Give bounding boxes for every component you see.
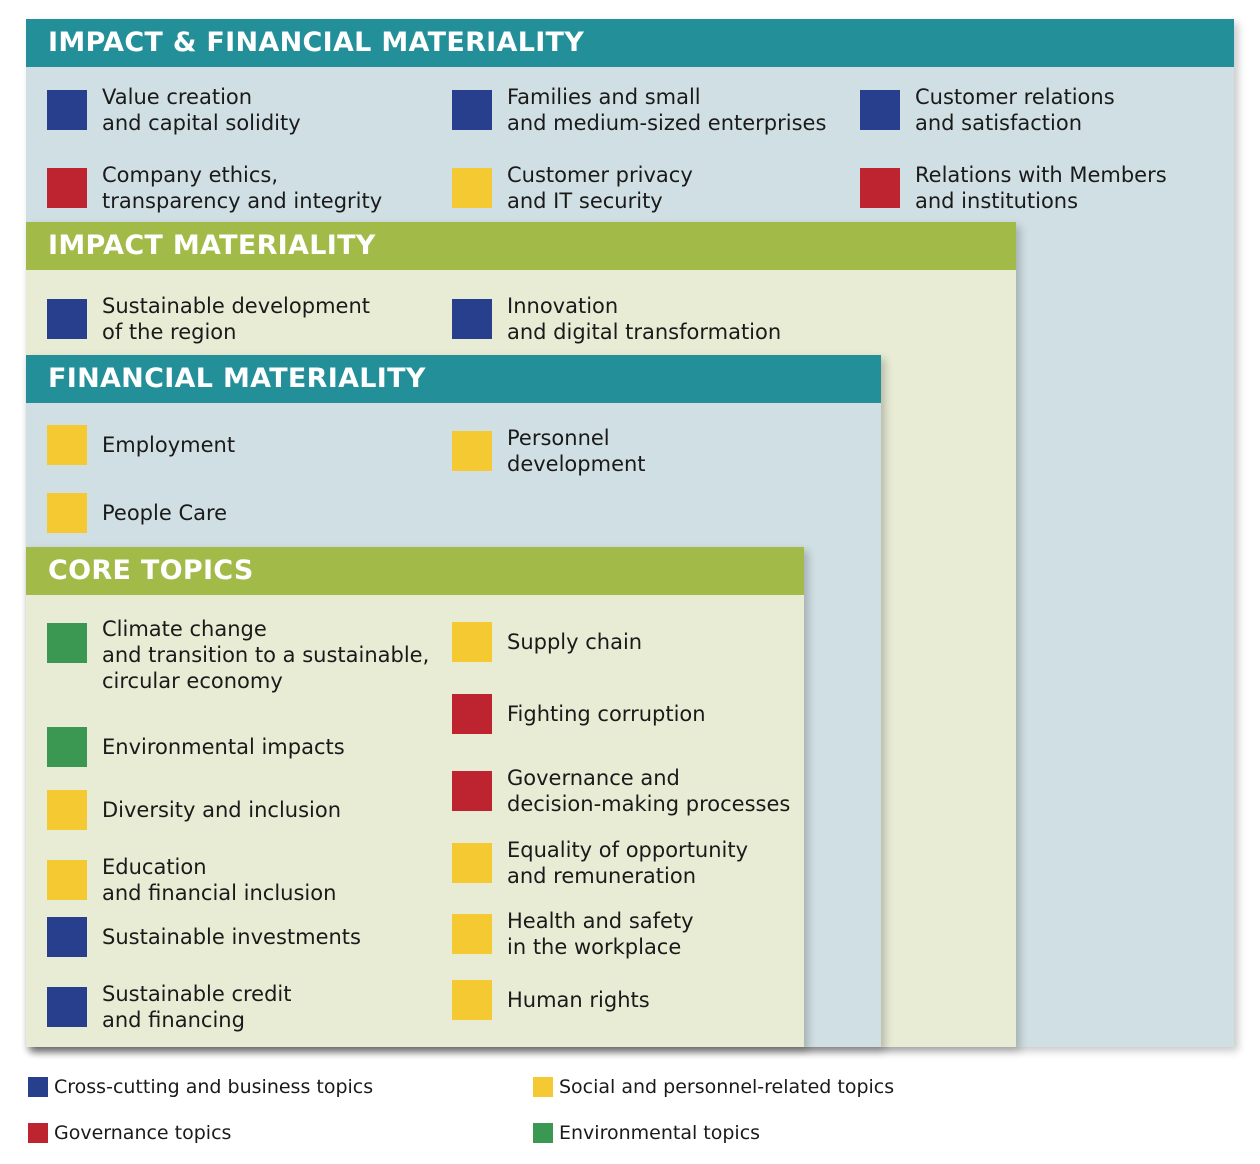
- topic-label: Customer privacy and IT security: [507, 163, 693, 213]
- governance-marker: [452, 771, 492, 811]
- topic-education-financial-inclusion: [47, 854, 336, 906]
- topic-sustainable-credit: [47, 981, 292, 1033]
- topic-people-care: [47, 493, 227, 533]
- cross-cutting-marker: [452, 90, 492, 130]
- environmental-marker: [47, 727, 87, 767]
- topic-governance-decision-making: [452, 765, 790, 817]
- topic-health-safety: [452, 908, 694, 960]
- legend-label: Cross-cutting and business topics: [54, 1076, 374, 1098]
- topic-label: Diversity and inclusion: [102, 798, 342, 822]
- topic-label: Employment: [102, 433, 236, 457]
- topic-innovation: [452, 293, 781, 345]
- topic-value-creation: [47, 84, 301, 136]
- legend-label: Social and personnel-related topics: [559, 1076, 895, 1098]
- legend-swatch: [28, 1077, 48, 1097]
- cross-cutting-marker: [860, 90, 900, 130]
- social-marker: [452, 168, 492, 208]
- social-marker: [47, 493, 87, 533]
- legend-swatch: [533, 1123, 553, 1143]
- legend-cross-cutting: [28, 1076, 373, 1098]
- topic-label: Value creation and capital solidity: [102, 85, 301, 135]
- topic-label: Relations with Members and institutions: [915, 163, 1167, 213]
- social-marker: [47, 790, 87, 830]
- topic-label: Climate change and transition to a sustainable, circular economy: [102, 617, 430, 693]
- topic-employment: [47, 425, 235, 465]
- legend-label: Environmental topics: [559, 1122, 761, 1144]
- topic-supply-chain: [452, 622, 642, 662]
- topic-label: Personnel development: [507, 426, 646, 476]
- topic-label: Sustainable investments: [102, 925, 361, 949]
- topic-label: Supply chain: [507, 630, 643, 654]
- topic-label: Equality of opportunity and remuneration: [507, 838, 749, 888]
- social-marker: [452, 622, 492, 662]
- topic-label: Fighting corruption: [507, 702, 706, 726]
- cross-cutting-marker: [47, 917, 87, 957]
- governance-marker: [452, 694, 492, 734]
- social-marker: [47, 860, 87, 900]
- legend-governance: [28, 1122, 231, 1144]
- environmental-marker: [47, 623, 87, 663]
- core-title: CORE TOPICS: [26, 547, 804, 595]
- topic-equality-opportunity: [452, 837, 748, 889]
- cross-cutting-marker: [47, 987, 87, 1027]
- cross-cutting-marker: [47, 299, 87, 339]
- cross-cutting-marker: [452, 299, 492, 339]
- topic-diversity-inclusion: [47, 790, 341, 830]
- topic-relations-members: [860, 162, 1167, 214]
- topic-label: Education and financial inclusion: [102, 855, 337, 905]
- social-marker: [452, 980, 492, 1020]
- topic-human-rights: [452, 980, 650, 1020]
- topic-label: Environmental impacts: [102, 735, 345, 759]
- topic-label: Families and small and medium-sized enterprises: [507, 85, 827, 135]
- topic-label: Governance and decision-making processes: [507, 766, 791, 816]
- topic-label: Sustainable credit and financing: [102, 982, 292, 1032]
- legend-swatch: [28, 1123, 48, 1143]
- impact-title: IMPACT MATERIALITY: [26, 222, 1016, 270]
- impact-financial-title: IMPACT & FINANCIAL MATERIALITY: [26, 19, 1234, 67]
- topic-customer-privacy: [452, 162, 693, 214]
- governance-marker: [860, 168, 900, 208]
- financial-title: FINANCIAL MATERIALITY: [26, 355, 881, 403]
- topic-label: Sustainable development of the region: [102, 294, 370, 344]
- topic-customer-relations: [860, 84, 1115, 136]
- topic-label: Health and safety in the workplace: [507, 909, 694, 959]
- topic-fighting-corruption: [452, 694, 706, 734]
- topic-label: Company ethics, transparency and integrity: [102, 163, 383, 213]
- topic-sustainable-development: [47, 293, 370, 345]
- topic-company-ethics: [47, 162, 382, 214]
- legend-swatch: [533, 1077, 553, 1097]
- legend-social: [533, 1076, 894, 1098]
- topic-label: Innovation and digital transformation: [507, 294, 782, 344]
- legend-environmental: [533, 1122, 760, 1144]
- topic-families-smes: [452, 84, 826, 136]
- topic-personnel-development: [452, 425, 646, 477]
- social-marker: [452, 914, 492, 954]
- topic-sustainable-investments: [47, 917, 361, 957]
- topic-label: Customer relations and satisfaction: [915, 85, 1115, 135]
- topic-climate-change: [47, 616, 429, 694]
- topic-label: Human rights: [507, 988, 650, 1012]
- social-marker: [47, 425, 87, 465]
- topic-label: People Care: [102, 501, 228, 525]
- social-marker: [452, 843, 492, 883]
- cross-cutting-marker: [47, 90, 87, 130]
- legend-label: Governance topics: [54, 1122, 232, 1144]
- topic-environmental-impacts: [47, 727, 345, 767]
- social-marker: [452, 431, 492, 471]
- governance-marker: [47, 168, 87, 208]
